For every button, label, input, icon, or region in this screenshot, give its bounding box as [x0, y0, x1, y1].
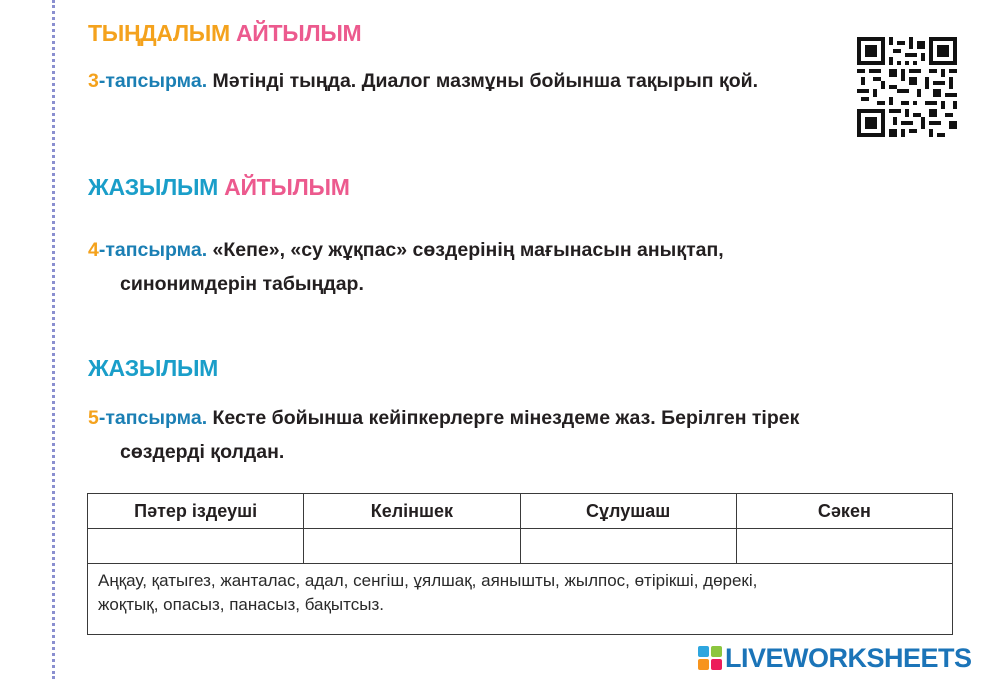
liveworksheets-logo [698, 644, 972, 672]
section-heading-writing [88, 355, 218, 382]
task-3-number: 3 [88, 70, 99, 92]
table-header-cell: Пәтер іздеуші [88, 494, 304, 529]
support-words-cell [88, 564, 953, 635]
task-5-tag: -тапсырма. [98, 407, 208, 429]
support-words-line1: Аңқау, қатыгез, жанталас, адал, сенгіш, ұялшақ, аянышты, жылпос, өтірікші, дөрекі, [98, 571, 758, 590]
section-heading-listening-speaking [88, 20, 361, 47]
liveworksheets-logo-icon [698, 646, 722, 670]
table-header-row [88, 494, 953, 529]
answer-cell-3[interactable] [520, 529, 736, 564]
character-table [87, 493, 953, 635]
task-5 [88, 401, 799, 469]
task-5-number: 5 [88, 407, 99, 429]
task-4-tag: -тапсырма. [98, 239, 208, 261]
table-header-cell: Сәкен [736, 494, 952, 529]
answer-cell-2[interactable] [304, 529, 520, 564]
heading-writing: ЖАЗЫЛЫМ [88, 174, 219, 200]
answer-cell-1[interactable] [88, 529, 304, 564]
task-5-text-line1: Кесте бойынша кейіпкерлерге мінездеме жаз. Берілген тірек [212, 407, 800, 429]
heading-listening: ТЫҢДАЛЫМ [88, 20, 230, 46]
qr-code-icon [857, 37, 957, 137]
section-heading-writing-speaking [88, 174, 350, 201]
table-header-cell: Сұлушаш [520, 494, 736, 529]
support-words-line2: жоқтық, опасыз, панасыз, бақытсыз. [98, 595, 384, 614]
heading-speaking: АЙТЫЛЫМ [235, 20, 362, 46]
liveworksheets-logo-text: LIVEWORKSHEETS [725, 642, 972, 673]
table-answer-row [88, 529, 953, 564]
task-4-text-line1: «Кепе», «су жұқпас» сөздерінің мағынасын анықтап, [212, 239, 724, 261]
task-4 [88, 233, 724, 301]
task-3-text: Мәтінді тыңда. Диалог мазмұны бойынша тақырып қой. [212, 70, 759, 92]
task-4-number: 4 [88, 239, 99, 261]
task-5-text-line2: сөздерді қолдан. [120, 441, 285, 463]
dotted-margin-line [52, 0, 55, 679]
answer-cell-4[interactable] [736, 529, 952, 564]
heading-speaking: АЙТЫЛЫМ [224, 174, 350, 200]
task-4-text-line2: синонимдерін табыңдар. [120, 273, 364, 295]
heading-writing: ЖАЗЫЛЫМ [88, 355, 219, 381]
table-header-cell: Келіншек [304, 494, 520, 529]
task-3-tag: -тапсырма. [98, 70, 208, 92]
task-3 [88, 64, 758, 98]
table-words-row [88, 564, 953, 635]
